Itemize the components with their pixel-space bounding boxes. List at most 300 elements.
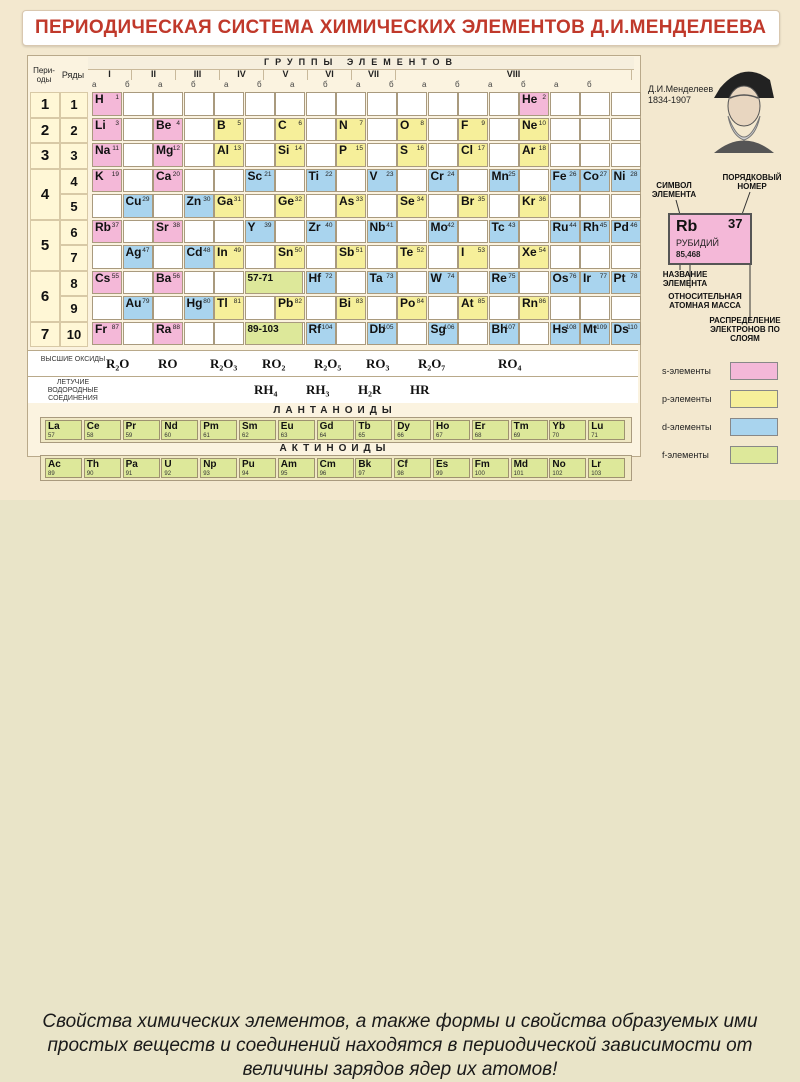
grid-cell <box>428 194 458 218</box>
element-symbol: Gd <box>319 421 334 432</box>
legend-type-swatch <box>730 418 778 436</box>
element-cell <box>458 296 488 320</box>
element-number: 94 <box>242 471 249 477</box>
actinoid-cell <box>278 458 315 478</box>
element-cell <box>306 169 336 193</box>
period-label: 3 <box>30 143 60 169</box>
element-symbol: Al <box>217 143 229 157</box>
poster-title-bar <box>22 10 780 46</box>
row-label: 8 <box>60 271 88 297</box>
element-number: 45 <box>599 221 607 229</box>
element-symbol: Te <box>400 245 414 259</box>
element-number: 68 <box>474 433 482 439</box>
poster-title: ПЕРИОДИЧЕСКАЯ СИСТЕМА ХИМИЧЕСКИХ ЭЛЕМЕНТОВ Д.И.МЕНДЕЛЕЕВА <box>35 17 767 38</box>
subgroup-label: б <box>125 80 130 89</box>
grid-cell <box>92 245 122 269</box>
element-number: 12 <box>172 145 180 152</box>
element-symbol: Ra <box>156 321 172 336</box>
element-symbol: Cu <box>125 194 142 208</box>
element-cell <box>275 296 305 320</box>
grid-cell <box>397 92 427 116</box>
element-number: 70 <box>552 433 560 439</box>
periodic-table-poster <box>0 0 800 500</box>
element-number: 32 <box>294 196 302 203</box>
grid-cell <box>550 245 580 269</box>
element-number: 10 <box>538 119 546 127</box>
lanthanoids-row <box>40 417 632 443</box>
grid-cell <box>336 220 366 244</box>
element-cell <box>92 220 122 244</box>
actinoid-cell <box>200 458 237 478</box>
element-cell <box>611 169 641 193</box>
grid-cell <box>214 322 244 346</box>
element-symbol: S <box>400 143 409 157</box>
element-number: 43 <box>508 221 516 229</box>
element-cell <box>397 118 427 142</box>
grid-cell <box>550 143 580 167</box>
element-symbol: Ni <box>613 168 626 183</box>
element-number: 23 <box>386 170 394 178</box>
element-number: 20 <box>172 170 180 178</box>
legend-type-swatch <box>730 390 778 408</box>
element-cell <box>214 296 244 320</box>
grid-cell <box>611 143 641 167</box>
grid-cell <box>611 92 641 116</box>
element-symbol: Nd <box>164 421 178 432</box>
element-cell <box>92 143 122 167</box>
oxide-formula: RO₂ <box>262 356 286 371</box>
element-symbol: Pr <box>125 421 137 432</box>
element-cell <box>550 322 580 346</box>
element-symbol: K <box>95 168 104 183</box>
element-number: 17 <box>477 145 485 152</box>
element-number: 37 <box>111 221 119 229</box>
element-cell <box>550 220 580 244</box>
subgroup-label: а <box>290 80 295 89</box>
element-cell <box>367 322 397 346</box>
element-cell <box>428 271 458 295</box>
legend-mass-label: ОТНОСИТЕЛЬНАЯ АТОМНАЯ МАССА <box>668 292 742 310</box>
grid-cell <box>214 220 244 244</box>
grid-cell <box>397 169 427 193</box>
element-cell <box>184 296 214 320</box>
row-label: 10 <box>60 322 88 348</box>
legend-key-number: 37 <box>728 216 743 231</box>
element-cell <box>489 322 519 346</box>
grid-cell <box>245 118 275 142</box>
legend-type-swatch <box>730 362 778 380</box>
element-symbol: B <box>217 117 226 132</box>
element-symbol: Pb <box>278 296 294 310</box>
element-number: 51 <box>355 247 363 254</box>
higher-oxides-caption: ВЫСШИЕ ОКСИДЫ <box>40 356 106 363</box>
element-cell <box>428 322 458 346</box>
element-symbol: W <box>430 270 442 285</box>
element-symbol: Tc <box>491 219 505 234</box>
actinoid-cell <box>355 458 392 478</box>
legend-type-label: d-элементы <box>662 422 712 432</box>
element-symbol: Hg <box>186 296 203 310</box>
element-cell <box>519 143 549 167</box>
element-cell <box>519 245 549 269</box>
element-number: 5 <box>237 119 241 127</box>
period-label: 4 <box>30 169 60 220</box>
actinoid-cell <box>123 458 160 478</box>
subgroup-label: а <box>356 80 361 89</box>
element-cell <box>275 194 305 218</box>
element-cell <box>184 245 214 269</box>
element-symbol: Cr <box>430 168 444 183</box>
lanthanoid-cell <box>278 420 315 440</box>
subgroup-label: а <box>158 80 163 89</box>
subgroup-label: б <box>191 80 196 89</box>
subgroup-label: б <box>521 80 526 89</box>
subgroup-label: б <box>587 80 592 89</box>
grid-cell <box>489 92 519 116</box>
element-number: 62 <box>242 433 249 439</box>
lanthanoid-cell <box>317 420 354 440</box>
element-number: 76 <box>569 272 577 280</box>
subgroup-label: б <box>455 80 460 89</box>
element-number: 22 <box>325 170 333 178</box>
grid-cell <box>580 92 610 116</box>
legend-key-name: РУБИДИЙ <box>676 238 719 248</box>
element-number: 82 <box>294 298 302 305</box>
actinoid-cell <box>549 458 586 478</box>
element-symbol: U <box>164 459 172 470</box>
lanthanoid-cell <box>472 420 509 440</box>
grid-cell <box>123 118 153 142</box>
element-number: 96 <box>319 471 327 477</box>
lanthanoids-title: ЛАНТАНОИДЫ <box>273 405 397 416</box>
element-symbol: Os <box>552 270 569 285</box>
element-symbol: Cd <box>186 245 203 259</box>
subgroup-label: а <box>92 80 97 89</box>
grid-cell <box>550 118 580 142</box>
oxide-formula: RO₃ <box>366 356 390 371</box>
element-cell <box>275 118 305 142</box>
oxide-formula: R₂O <box>106 356 130 371</box>
element-cell <box>519 296 549 320</box>
lanthanoid-cell <box>355 420 392 440</box>
element-symbol: Yb <box>552 421 566 432</box>
element-symbol: Hs <box>552 321 568 336</box>
grid-cell <box>519 220 549 244</box>
element-number: 16 <box>416 145 424 152</box>
subgroup-label: б <box>323 80 328 89</box>
legend-number-label: ПОРЯДКОВЫЙ НОМЕР <box>722 173 782 191</box>
lanthanoid-cell <box>45 420 82 440</box>
element-number: 106 <box>443 323 455 331</box>
hydride-formula: HR <box>410 382 430 397</box>
element-number: 34 <box>416 196 424 203</box>
element-cell <box>92 92 122 116</box>
element-number: 92 <box>164 471 172 477</box>
element-number: 39 <box>264 221 272 229</box>
element-symbol: Pa <box>125 459 138 470</box>
element-number: 29 <box>142 196 150 203</box>
element-symbol: Rh <box>583 219 599 234</box>
grid-cell <box>184 169 214 193</box>
element-symbol: Mn <box>491 168 509 183</box>
group-label-5: V <box>264 69 308 80</box>
element-cell <box>489 169 519 193</box>
element-number: 52 <box>416 247 424 254</box>
element-number: 88 <box>172 323 180 331</box>
element-symbol: Pt <box>613 270 626 285</box>
element-symbol: Ta <box>369 270 383 285</box>
grid-cell <box>428 143 458 167</box>
element-number: 95 <box>280 471 288 477</box>
element-number: 56 <box>172 272 180 280</box>
element-number: 53 <box>477 247 485 254</box>
grid-cell <box>611 194 641 218</box>
period-label: 6 <box>30 271 60 322</box>
element-cell <box>92 169 122 193</box>
period-label: 1 <box>30 92 60 118</box>
groups-header: ГРУППЫ ЭЛЕМЕНТОВ <box>88 57 634 70</box>
actinoid-cell <box>161 458 198 478</box>
grid-cell <box>367 143 397 167</box>
element-cell <box>245 271 303 295</box>
grid-cell <box>580 194 610 218</box>
grid-cell <box>489 118 519 142</box>
element-symbol: I <box>461 245 465 259</box>
element-cell <box>336 143 366 167</box>
element-cell <box>550 271 580 295</box>
element-symbol: Mt <box>583 321 597 336</box>
element-symbol: Po <box>400 296 416 310</box>
element-number: 6 <box>298 119 302 127</box>
grid-cell <box>611 245 641 269</box>
lanthanoid-cell <box>511 420 548 440</box>
element-symbol: Zn <box>186 194 202 208</box>
element-number: 77 <box>599 272 607 280</box>
lanthanoid-cell <box>588 420 625 440</box>
grid-cell <box>489 296 519 320</box>
element-cell <box>397 143 427 167</box>
element-cell <box>153 220 183 244</box>
mendeleev-portrait <box>700 58 788 158</box>
element-cell <box>245 220 275 244</box>
grid-cell <box>397 322 427 346</box>
element-cell <box>580 271 610 295</box>
actinoid-cell <box>588 458 625 478</box>
element-number: 64 <box>319 433 327 439</box>
grid-cell <box>580 296 610 320</box>
element-number: 60 <box>164 433 172 439</box>
element-cell <box>214 118 244 142</box>
element-symbol: Se <box>400 194 415 208</box>
element-symbol: As <box>339 194 355 208</box>
oxide-formula: R₂O₇ <box>418 356 446 371</box>
actinoid-cell <box>394 458 431 478</box>
element-cell <box>214 143 244 167</box>
period-label: 7 <box>30 322 60 348</box>
grid-cell <box>611 118 641 142</box>
hydride-formula: H₂R <box>358 382 382 397</box>
group-label-3: III <box>176 69 220 80</box>
element-number: 90 <box>86 471 94 477</box>
grid-cell <box>306 118 336 142</box>
grid-cell <box>489 143 519 167</box>
actinoid-cell <box>84 458 121 478</box>
grid-cell <box>580 143 610 167</box>
element-number: 104 <box>321 323 333 331</box>
element-cell <box>123 194 153 218</box>
element-number: 26 <box>569 170 577 178</box>
hydrides-row <box>28 376 638 403</box>
element-cell <box>153 271 183 295</box>
grid-cell <box>123 271 153 295</box>
element-number: 2 <box>542 94 546 101</box>
grid-cell <box>153 194 183 218</box>
legend-name-label: НАЗВАНИЕ ЭЛЕМЕНТА <box>662 270 708 288</box>
element-number: 31 <box>233 196 241 203</box>
element-cell <box>489 220 519 244</box>
element-number: 50 <box>294 247 302 254</box>
grid-cell <box>214 271 244 295</box>
grid-cell <box>153 245 183 269</box>
element-number: 102 <box>552 471 563 477</box>
element-number: 100 <box>474 471 485 477</box>
element-number: 40 <box>325 221 333 229</box>
element-symbol: Md <box>513 459 529 470</box>
element-cell <box>245 169 275 193</box>
grid-cell <box>214 169 244 193</box>
element-symbol: V <box>369 168 378 183</box>
element-symbol: Ir <box>583 270 592 285</box>
element-symbol: Sb <box>339 245 355 259</box>
element-symbol: Pu <box>242 459 255 470</box>
element-cell <box>92 322 122 346</box>
element-symbol: Sc <box>247 168 263 183</box>
hydrides-caption: ЛЕТУЧИЕ ВОДОРОДНЫЕ СОЕДИНЕНИЯ <box>47 379 99 402</box>
element-number: 4 <box>176 119 180 127</box>
element-number: 63 <box>280 433 288 439</box>
grid-cell <box>550 92 580 116</box>
legend-type-label: f-элементы <box>662 450 709 460</box>
group-label-4: IV <box>220 69 264 80</box>
grid-cell <box>123 220 153 244</box>
element-cell <box>519 118 549 142</box>
element-number: 57 <box>48 433 55 439</box>
element-symbol: 57-71 <box>247 272 274 284</box>
element-cell <box>92 271 122 295</box>
element-symbol: Es <box>436 459 449 470</box>
element-cell <box>580 322 610 346</box>
element-cell <box>519 194 549 218</box>
element-number: 75 <box>508 272 516 280</box>
grid-cell <box>184 118 214 142</box>
element-number: 89 <box>48 471 55 477</box>
element-number: 72 <box>325 272 333 280</box>
grid-cell <box>153 296 183 320</box>
element-cell <box>367 271 397 295</box>
element-cell <box>153 169 183 193</box>
element-symbol: Ba <box>156 270 172 285</box>
grid-cell <box>153 92 183 116</box>
element-symbol: In <box>217 245 228 259</box>
element-symbol: Tl <box>217 296 228 310</box>
grid-cell <box>245 143 275 167</box>
element-number: 35 <box>477 196 485 203</box>
row-label: 2 <box>60 118 88 144</box>
element-symbol: Ge <box>278 194 295 208</box>
element-symbol: Fr <box>95 321 107 336</box>
grid-cell <box>123 143 153 167</box>
grid-cell <box>428 245 458 269</box>
element-cell <box>306 271 336 295</box>
element-symbol: P <box>339 143 348 157</box>
element-symbol: Db <box>369 321 386 336</box>
element-number: 15 <box>355 145 363 152</box>
element-number: 36 <box>538 196 546 203</box>
element-number: 19 <box>111 170 119 178</box>
element-cell <box>336 245 366 269</box>
actinoids-row <box>40 455 632 481</box>
lanthanoid-cell <box>123 420 160 440</box>
grid-cell <box>336 169 366 193</box>
element-symbol: No <box>552 459 566 470</box>
period-label: 5 <box>30 220 60 271</box>
element-symbol: Li <box>95 117 106 132</box>
element-symbol: Ar <box>522 143 536 157</box>
element-number: 44 <box>569 221 577 229</box>
element-cell <box>153 118 183 142</box>
lanthanoid-cell <box>84 420 121 440</box>
group-label-7: VII <box>352 69 396 80</box>
row-label: 1 <box>60 92 88 118</box>
element-symbol: Sm <box>242 421 258 432</box>
element-symbol: Sr <box>156 219 169 234</box>
element-symbol: Eu <box>280 421 294 432</box>
grid-cell <box>184 92 214 116</box>
element-symbol: Cl <box>461 143 473 157</box>
element-cell <box>214 194 244 218</box>
portrait-caption: Д.И.Менделеев 1834-1907 <box>648 84 714 105</box>
periods-header: Пери-оды <box>33 66 55 84</box>
actinoid-cell <box>511 458 548 478</box>
rows-header: Ряды <box>61 70 85 80</box>
grid-cell <box>580 118 610 142</box>
element-cell <box>123 245 153 269</box>
grid-cell <box>428 296 458 320</box>
element-number: 65 <box>358 433 366 439</box>
element-symbol: H <box>95 92 104 106</box>
element-cell <box>367 220 397 244</box>
legend-electrons-label: РАСПРЕДЕЛЕНИЕ ЭЛЕКТРОНОВ ПО СЛОЯМ <box>709 316 781 343</box>
element-cell <box>153 143 183 167</box>
element-symbol: Mg <box>156 143 174 157</box>
element-cell <box>214 245 244 269</box>
legend-type-label: p-элементы <box>662 394 712 404</box>
element-symbol: N <box>339 117 348 132</box>
element-symbol: Sn <box>278 245 294 259</box>
element-symbol: Th <box>86 459 100 470</box>
element-cell <box>428 220 458 244</box>
subgroup-label: а <box>554 80 559 89</box>
grid-cell <box>611 296 641 320</box>
legend-symbol-label: СИМВОЛ ЭЛЕМЕНТА <box>651 181 697 199</box>
grid-cell <box>92 194 122 218</box>
element-number: 98 <box>397 471 404 477</box>
lanthanoid-cell <box>433 420 470 440</box>
grid-cell <box>275 92 305 116</box>
element-symbol: Dy <box>397 421 410 432</box>
grid-cell <box>184 322 214 346</box>
element-symbol: Ce <box>86 421 100 432</box>
